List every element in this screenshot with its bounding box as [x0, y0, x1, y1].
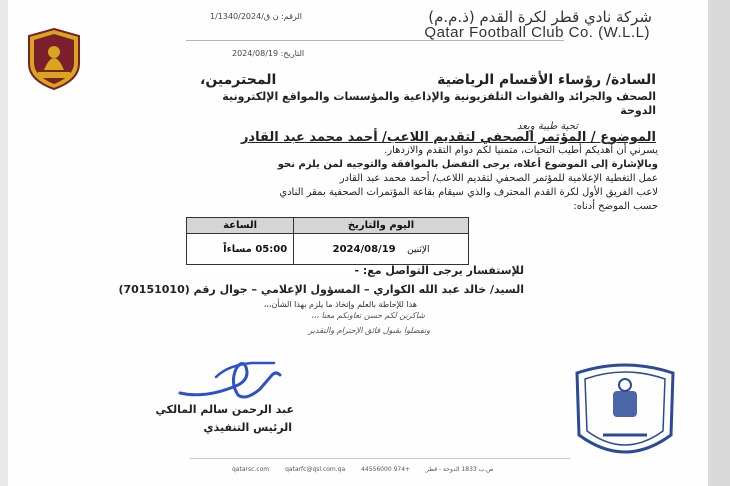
company-name-arabic: شركة نادي قطر لكرة القدم (ذ.م.م)	[428, 8, 652, 26]
scan-right-edge	[708, 0, 730, 486]
schedule-day: الإثنين	[407, 244, 430, 255]
schedule-row	[187, 234, 469, 265]
body-line-2: وبالإشارة إلى الموضوع أعلاه، يرجى التفضل بالموافقة والتوجيه لمن يلزم نحو	[277, 159, 658, 170]
subject-text: الموضوع / المؤتمر الصحفي لتقديم اللاعب/ أحمد محمد عبد القادر	[240, 130, 656, 145]
schedule-header-daydate: اليوم والتاريخ	[294, 218, 469, 234]
body-line-5: حسب الموضح أدناه:	[573, 201, 658, 212]
inquiry-heading: للإستفسار يرجى التواصل مع: -	[354, 264, 524, 277]
signer-name: عبد الرحمن سالم المالكي	[155, 403, 294, 416]
handwritten-regards: وتفضلوا بقبول فائق الإحترام والتقدير	[308, 326, 430, 335]
body-line-4: لاعب الفريق الأول لكرة القدم المحترف والذي سيقام بقاعة المؤتمرات الصحفية بمقر النادي	[279, 187, 658, 198]
club-stamp-icon	[563, 357, 687, 465]
footer-pobox: ص.ب 1833 الدوحة - قطر	[425, 466, 494, 473]
schedule-table	[186, 217, 469, 265]
footer-website: qatarsc.com	[232, 466, 270, 473]
schedule-time: 05:00 مساءاً	[187, 234, 294, 265]
schedule-header-row	[187, 218, 469, 234]
signer-title: الرئيس التنفيذي	[203, 421, 292, 434]
footer-email: qatarfc@qsl.com.qa	[285, 466, 346, 473]
schedule-header-time: الساعة	[187, 218, 294, 234]
handwritten-thanks: شاكرين لكم حسن تعاونكم معنا ،،،	[311, 311, 425, 320]
schedule-date: 2024/08/19	[332, 243, 396, 255]
footer-divider	[190, 458, 570, 459]
scan-left-edge	[0, 0, 8, 486]
footer-contact	[232, 466, 507, 473]
recipients-title: السادة/ رؤساء الأقسام الرياضية	[437, 72, 656, 88]
reference-number: الرقم: ن ق/1/1340/2024	[210, 12, 302, 21]
subject-line	[241, 130, 656, 145]
closing-note: هذا للإحاطة بالعلم وإتخاذ ما يلزم بهذا الشأن،،،	[263, 300, 417, 309]
contact-details: السيد/ خالد عبد الله الكواري – المسؤول الإعلامي – جوال رقم (70151010)	[118, 283, 524, 296]
company-name-english: Qatar Football Club Co. (W.L.L)	[424, 24, 650, 41]
recipients-organizations: الصحف والجرائد والقنوات التلفزيونية والإذاعية والمؤسسات والمواقع الإلكترونية	[222, 90, 656, 103]
body-line-3: عمل التغطية الإعلامية للمؤتمر الصحفي لتقديم اللاعب/ أحمد محمد عبد القادر	[339, 173, 658, 184]
recipients-city: الدوحة	[620, 104, 656, 117]
body-line-1: يسرني أن أهديكم أطيب التحيات، متمنيا لكم دوام التقدم والازدهار.	[384, 145, 658, 156]
header-divider	[186, 40, 564, 41]
recipients-honorific: المحترمين،	[200, 72, 277, 88]
footer-phone: +974 44556000	[361, 466, 411, 473]
qatar-sc-emblem-icon	[26, 28, 82, 90]
greeting: تحية طيبة وبعد	[516, 121, 578, 132]
schedule-daydate-cell	[294, 234, 469, 265]
letter-date: التاريخ: 2024/08/19	[232, 49, 305, 58]
signature-icon	[176, 355, 286, 403]
